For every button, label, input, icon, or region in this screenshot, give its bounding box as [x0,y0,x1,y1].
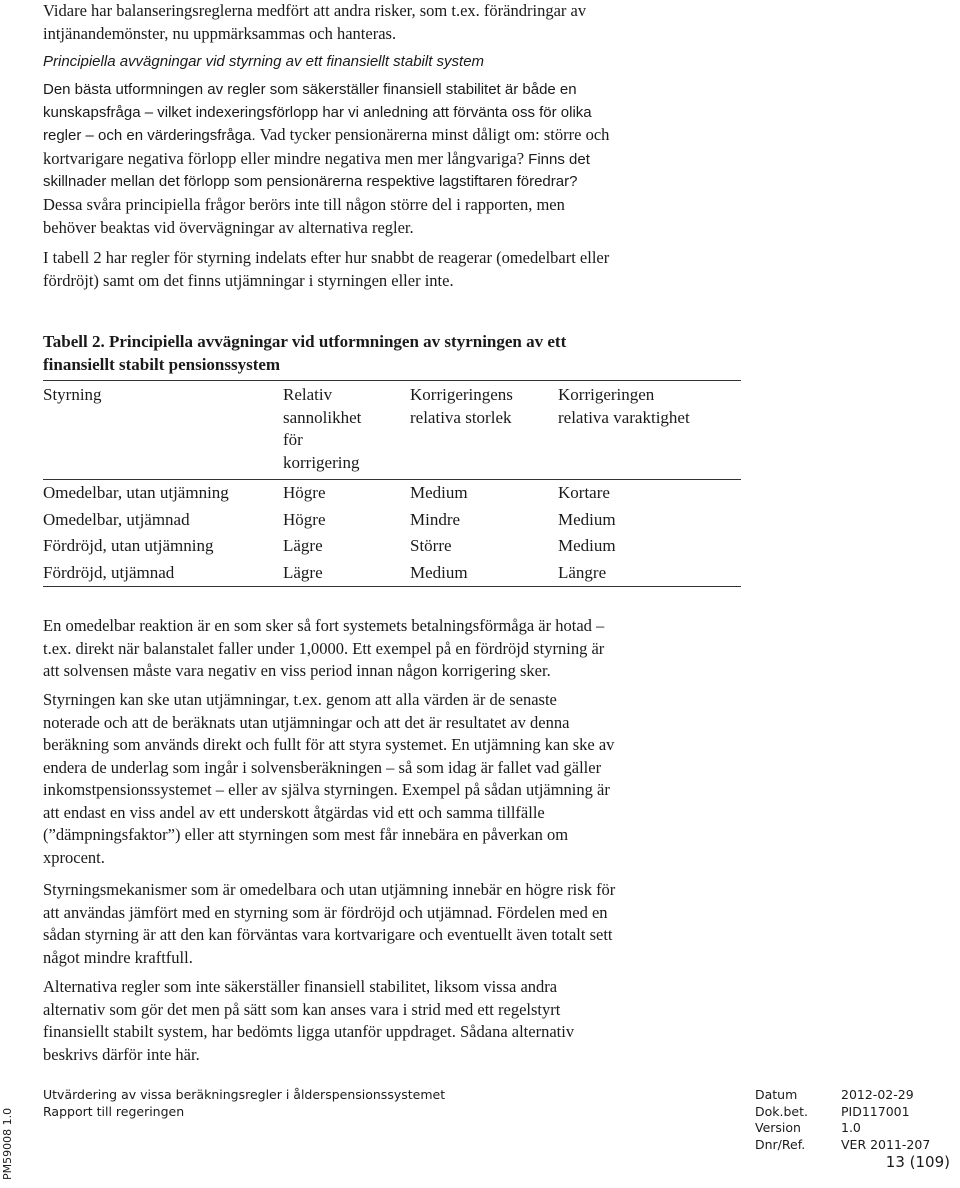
meta-row-dnr: Dnr/Ref. VER 2011-207 [755,1136,931,1152]
table-row: Fördröjd, utan utjämning Lägre Större Medium [43,536,616,556]
table-row: Fördröjd, utjämnad Lägre Medium Längre [43,560,741,587]
table-row: Omedelbar, utjämnad Högre Mindre Medium [43,509,616,529]
paragraph-6: Alternativa regler som inte säkerställer finansiell stabilitet, liksom vissa andra alternativ som gör det men på sätt som kan anses vara i strid med ett regelstyrt finansiellt stabilt system, har bedömts ligga utanför uppdraget. Sådana alternativ beskrivs därför inte här. [43,977,575,1064]
paragraph-1: Den bästa utformningen av regler som säkerställer finansiell stabilitet är både en kunskapsfråga – vilket indexeringsförlopp har vi anledning att förvänta oss för olika regler – och en värderingsfråga. Vad tycker pensionärerna minst dåligt om: större och kortvarigare negativa förlopp eller mindre negativa men mer långvariga? Finns det skillnader mellan det förlopp som pensionärerna respektive lagstiftaren föredrar? Dessa svåra principiella frågor berörs inte till någon större del i rapporten, men behöver beaktas vid övervägningar av alternativa regler. [43,81,610,237]
page-number: 13 (109) [885,1153,950,1171]
header-relativ-sannolikhet: Relativ sannolikhet för korrigering [283,385,362,472]
header-korrigeringens-storlek: Korrigeringens relativa storlek [410,385,513,427]
table-header-row [43,381,741,480]
side-document-id: PM59008 1.0 [1,1107,14,1180]
table-row: Omedelbar, utan utjämning Högre Medium Kortare [43,483,610,503]
paragraph-4: Styrningen kan ske utan utjämningar, t.ex. genom att alla värden är de senaste noterade och att de beräknats utan utjämningar och att det är resultatet av denna beräkning som används direkt och fullt för att styra systemet. En utjämning kan ske av endera de underlag som ingår i solvensberäkningen – så som idag är fallet vad gäller inkomstpensionssystemet – eller av själva styrningen. Exempel på sådan utjämning är att endast en viss andel av ett underskott åtgärdas vid ett och samma tillfälle (”dämpningsfaktor”) eller att styrningen som mest får innebära en påverkan om xprocent. [43,690,615,867]
intro-line-2: intjänandemönster, nu uppmärksammas och hanteras. [43,23,397,43]
intro-paragraph [43,0,923,45]
paragraph-3: En omedelbar reaktion är en som sker så fort systemets betalningsförmåga är hotad – t.ex. direkt när balanstalet faller under 1,0000. Ett exempel på en fördröjd styrning är att solvensen måste vara negativ en viss period innan någon korrigering sker. [43,616,605,680]
table-title: Tabell 2. Principiella avvägningar vid utformningen av styrningen av ett finansiellt stabilt pensionssystem [43,332,567,374]
footer-doc-info [43,1087,445,1120]
intro-line-1: Vidare har balanseringsreglerna medfört att andra risker, som t.ex. förändringar av [43,1,587,20]
header-korrigeringen-varaktighet: Korrigeringen relativa varaktighet [558,385,690,427]
footer-meta [755,1087,930,1153]
paragraph-5: Styrningsmekanismer som är omedelbara och utan utjämning innebär en högre risk för att användas jämfört med en styrning som är fördröjd och utjämnad. Fördelen med en sådan styrning är att den kan förväntas vara kortvarigare och eventuellt även totalt sett något mindre kraftfull. [43,880,616,967]
paragraph-2: I tabell 2 har regler för styrning indelats efter hur snabbt de reagerar (omedelbart eller fördröjt) samt om det finns utjämningar i styrningen eller inte. [43,248,610,290]
table-2 [43,380,741,587]
footer-doc-subtitle: Rapport till regeringen [43,1103,185,1119]
footer-doc-title: Utvärdering av vissa beräkningsregler i ålderspensionssystemet [43,1087,446,1102]
meta-row-version: Version 1.0 [755,1120,861,1135]
section-heading: Principiella avvägningar vid styrning av ett finansiellt stabilt system [43,53,485,70]
meta-row-datum: Datum 2012-02-29 [755,1087,914,1102]
meta-row-dokbet: Dok.bet. PID117001 [755,1103,910,1119]
header-styrning: Styrning [43,385,102,404]
